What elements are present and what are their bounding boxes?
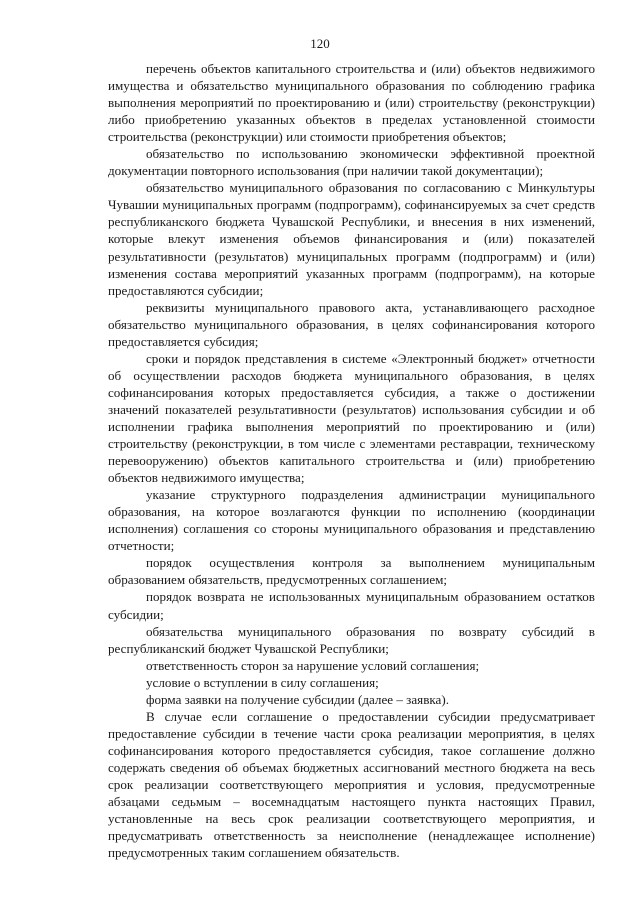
paragraph-6: указание структурного подразделения администрации муниципального образования, на которое возлагаются функции по исполнению (координации исполнения) соглашения со стороны муниципального образования и представлению отчетности; bbox=[108, 487, 595, 554]
body-text bbox=[108, 60, 595, 861]
paragraph-2: обязательство по использованию экономически эффективной проектной документации повторного использования (при наличии такой документации); bbox=[108, 146, 595, 179]
page-number: 120 bbox=[310, 36, 330, 51]
paragraph-13: В случае если соглашение о предоставлении субсидии предусматривает предоставление субсидии в течение части срока реализации мероприятия, в целях софинансирования которого предоставляется субсидия, такое соглашение должно содержать сведения об объемах бюджетных ассигнований местного бюджета на весь срок реализации соответствующего мероприятия и условия, предусмотренные абзацами седьмым – восемнадцатым настоящего пункта настоящих Правил, установленные на весь срок реализации соответствующего мероприятия, и предусматривать ответственность за неисполнение (ненадлежащее исполнение) предусмотренных таким соглашением обязательств. bbox=[108, 708, 595, 861]
paragraph-9: обязательства муниципального образования по возврату субсидий в республиканский бюджет Чувашской Республики; bbox=[108, 623, 595, 656]
paragraph-7: порядок осуществления контроля за выполнением муниципальным образованием обязательств, предусмотренных соглашением; bbox=[108, 555, 595, 588]
paragraph-8: порядок возврата не использованных муниципальным образованием остатков субсидии; bbox=[108, 589, 595, 622]
paragraph-12: форма заявки на получение субсидии (далее – заявка). bbox=[146, 691, 449, 707]
paragraph-4: реквизиты муниципального правового акта, устанавливающего расходное обязательство муниципального образования, в целях софинансирования которого предоставляется субсидия; bbox=[108, 299, 595, 349]
paragraph-3: обязательство муниципального образования по согласованию с Минкультуры Чувашии муниципальных программ (подпрограмм), софинансируемых за счет средств республиканского бюджета Чувашской Республики, и внесения в них изменений, которые влекут изменения объемов финансирования и (или) показателей результативности (результатов) муниципальных программ (подпрограмм) и (или) изменения состава мероприятий указанных программ (подпрограмм), на которые предоставляются субсидии; bbox=[108, 180, 595, 298]
paragraph-1: перечень объектов капитального строительства и (или) объектов недвижимого имущества и обязательство муниципального образования по соблюдению графика выполнения мероприятий по проектированию и (или) строительству (реконструкции) либо приобретению указанных объектов в пределах установленной стоимости строительства (реконструкции) или стоимости приобретения объектов; bbox=[108, 61, 595, 145]
paragraph-10: ответственность сторон за нарушение условий соглашения; bbox=[146, 657, 480, 673]
paragraph-5: сроки и порядок представления в системе «Электронный бюджет» отчетности об осуществлении расходов бюджета муниципального образования, в целях софинансирования которых предоставляется субсидия, а также о достижении значений показателей результативности (результатов) использования субсидии и об исполнении графика выполнения мероприятий по проектированию и (или) строительству (реконструкции, в том числе с элементами реставрации, техническому перевооружению) объектов капитального строительства и (или) приобретению объектов недвижимого имущества; bbox=[108, 350, 595, 486]
paragraph-11: условие о вступлении в силу соглашения; bbox=[146, 674, 379, 690]
